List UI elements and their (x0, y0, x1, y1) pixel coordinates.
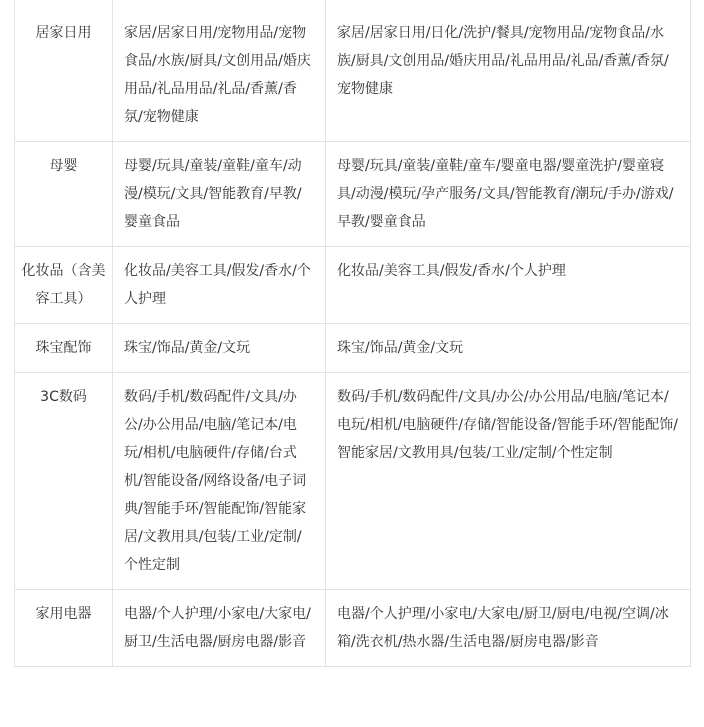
table-row (15, 247, 691, 324)
new-scope-cell: 家居/居家日用/日化/洗护/餐具/宠物用品/宠物食品/水族/厨具/文创用品/婚庆用品/礼品用品/礼品/香薰/香氛/宠物健康 (326, 0, 691, 142)
table-row (15, 590, 691, 667)
category-cell: 母婴 (15, 142, 113, 247)
new-scope-cell: 电器/个人护理/小家电/大家电/厨卫/厨电/电视/空调/冰箱/洗衣机/热水器/生活电器/厨房电器/影音 (326, 590, 691, 667)
table-row (15, 142, 691, 247)
table-row (15, 324, 691, 373)
category-cell: 化妆品（含美容工具） (15, 247, 113, 324)
new-scope-cell: 母婴/玩具/童装/童鞋/童车/婴童电器/婴童洗护/婴童寝具/动漫/模玩/孕产服务/文具/智能教育/潮玩/手办/游戏/早教/婴童食品 (326, 142, 691, 247)
table-row (15, 373, 691, 590)
table-row (15, 0, 691, 142)
category-cell: 3C数码 (15, 373, 113, 590)
new-scope-cell: 珠宝/饰品/黄金/文玩 (326, 324, 691, 373)
category-cell: 居家日用 (15, 0, 113, 142)
old-scope-cell: 家居/居家日用/宠物用品/宠物食品/水族/厨具/文创用品/婚庆用品/礼品用品/礼品/香薰/香氛/宠物健康 (113, 0, 326, 142)
old-scope-cell: 电器/个人护理/小家电/大家电/厨卫/生活电器/厨房电器/影音 (113, 590, 326, 667)
category-cell: 家用电器 (15, 590, 113, 667)
new-scope-cell: 化妆品/美容工具/假发/香水/个人护理 (326, 247, 691, 324)
new-scope-cell: 数码/手机/数码配件/文具/办公/办公用品/电脑/笔记本/电玩/相机/电脑硬件/存储/智能设备/智能手环/智能配饰/智能家居/文教用具/包装/工业/定制/个性定制 (326, 373, 691, 590)
old-scope-cell: 数码/手机/数码配件/文具/办公/办公用品/电脑/笔记本/电玩/相机/电脑硬件/存储/台式机/智能设备/网络设备/电子词典/智能手环/智能配饰/智能家居/文教用具/包装/工业/定制/个性定制 (113, 373, 326, 590)
category-table-wrapper (14, 0, 690, 667)
old-scope-cell: 母婴/玩具/童装/童鞋/童车/动漫/模玩/文具/智能教育/早教/婴童食品 (113, 142, 326, 247)
old-scope-cell: 化妆品/美容工具/假发/香水/个人护理 (113, 247, 326, 324)
old-scope-cell: 珠宝/饰品/黄金/文玩 (113, 324, 326, 373)
category-cell: 珠宝配饰 (15, 324, 113, 373)
category-table (14, 0, 691, 667)
